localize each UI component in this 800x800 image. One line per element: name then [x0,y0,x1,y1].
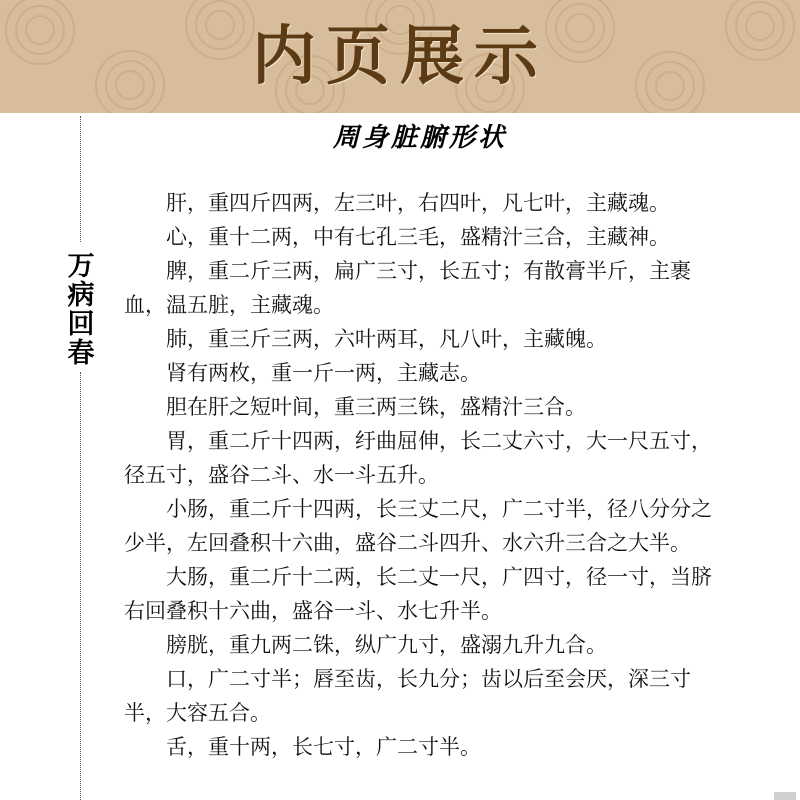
paragraph: 大肠，重二斤十二两，长二丈一尺，广四寸，径一寸，当脐右回叠积十六曲，盛谷一斗、水七升半。 [124,565,712,623]
side-divider-bottom [80,372,81,800]
page-corner-mark [774,792,796,800]
paragraph: 舌，重十两，长七寸，广二寸半。 [166,735,481,759]
book-title-vertical: 万病回春 [67,251,95,369]
banner-title: 内页展示 [252,19,548,94]
body-text [124,186,724,764]
paragraph: 口，广二寸半；唇至齿，长九分；齿以后至会厌，深三寸半，大容五合。 [124,667,691,725]
paragraph: 肝，重四斤四两，左三叶，右四叶，凡七叶，主藏魂。 [166,191,670,215]
side-divider-top [80,116,81,242]
paragraph: 肾有两枚，重一斤一两，主藏志。 [166,361,481,385]
paragraph: 心，重十二两，中有七孔三毛，盛精汁三合，主藏神。 [166,225,670,249]
paragraph: 脾，重二斤三两，扁广三寸，长五寸；有散膏半斤，主裹血，温五脏，主藏魂。 [124,259,691,317]
paragraph: 胃，重二斤十四两，纡曲屈伸，长二丈六寸，大一尺五寸，径五寸，盛谷二斗、水一斗五升。 [124,429,712,487]
banner [0,0,800,113]
paragraph: 胆在肝之短叶间，重三两三铢，盛精汁三合。 [166,395,586,419]
paragraph: 膀胱，重九两二铢，纵广九寸，盛溺九升九合。 [166,633,607,657]
paragraph: 肺，重三斤三两，六叶两耳，凡八叶，主藏魄。 [166,327,607,351]
section-title: 周身脏腑形状 [332,123,507,153]
paragraph: 小肠，重二斤十四两，长三丈二尺，广二寸半，径八分分之少半，左回叠积十六曲，盛谷二斗四升、水六升三合之大半。 [124,497,712,555]
